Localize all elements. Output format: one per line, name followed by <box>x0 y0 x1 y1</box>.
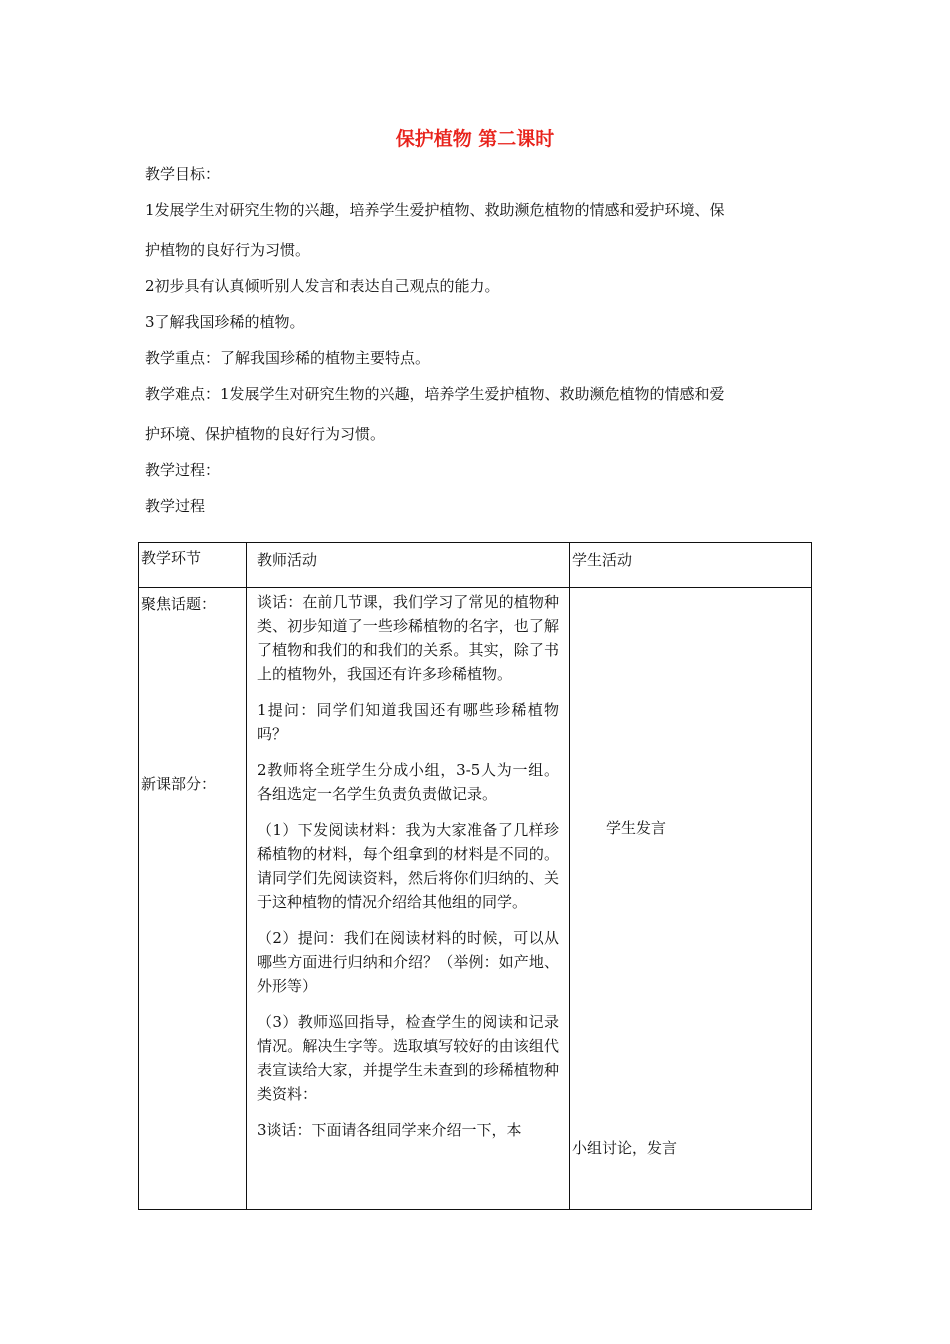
header-cell-stage <box>139 543 247 588</box>
student-activity-cell <box>570 588 812 1210</box>
goals-heading: 教学目标： <box>145 165 221 183</box>
teacher-paragraph: （1）下发阅读材料：我为大家准备了几样珍稀植物的材料，每个组拿到的材料是不同的。请同学们先阅读资料，然后将你们归纳的、关于这种植物的情况介绍给其他组的同学。 <box>257 821 559 911</box>
teacher-activity-cell <box>247 588 570 1210</box>
header-cell-teacher <box>247 543 570 588</box>
teacher-paragraph: 谈话：在前几节课，我们学习了常见的植物种类、初步知道了一些珍稀植物的名字，也了解了植物和我们的和我们的关系。其实，除了书上的植物外，我国还有许多珍稀植物。 <box>257 593 559 683</box>
stage-focus-label: 聚焦话题： <box>141 595 217 613</box>
stage-cell <box>139 588 247 1210</box>
difficulty-line-2: 护环境、保护植物的良好行为习惯。 <box>145 425 386 443</box>
teacher-paragraph: （3）教师巡回指导，检查学生的阅读和记录情况。解决生字等。选取填写较好的由该组代表宣读给大家，并提学生未查到的珍稀植物种类资料： <box>257 1013 559 1103</box>
teacher-paragraph: 1提问：同学们知道我国还有哪些珍稀植物吗？ <box>257 701 559 743</box>
goal-3: 3了解我国珍稀的植物。 <box>145 313 305 331</box>
teacher-paragraph: （2）提问：我们在阅读材料的时候，可以从哪些方面进行归纳和介绍？（举例：如产地、外形等） <box>257 929 559 995</box>
table-header-row <box>139 543 812 588</box>
goal-2: 2初步具有认真倾听别人发言和表达自己观点的能力。 <box>145 277 500 295</box>
process-heading-2: 教学过程 <box>145 497 206 515</box>
teacher-paragraph: 3谈话：下面请各组同学来介绍一下，本 <box>257 1121 522 1139</box>
student-activity-speak: 学生发言 <box>606 819 667 837</box>
document-title: 保护植物 第二课时 <box>395 128 555 150</box>
header-student: 学生活动 <box>572 551 633 569</box>
goal-1-line-1: 1发展学生对研究生物的兴趣，培养学生爱护植物、救助濒危植物的情感和爱护环境、保 <box>145 201 725 219</box>
key-point: 教学重点：了解我国珍稀的植物主要特点。 <box>145 349 431 367</box>
header-cell-student <box>570 543 812 588</box>
goal-1-line-2: 护植物的良好行为习惯。 <box>145 241 311 259</box>
header-stage: 教学环节 <box>141 549 202 567</box>
process-heading-1: 教学过程： <box>145 461 221 479</box>
difficulty-line-1: 教学难点：1发展学生对研究生物的兴趣，培养学生爱护植物、救助濒危植物的情感和爱 <box>145 385 725 403</box>
table-body-row <box>139 588 812 1210</box>
student-activity-discuss: 小组讨论，发言 <box>572 1139 678 1157</box>
teacher-paragraph: 2教师将全班学生分成小组，3-5人为一组。各组选定一名学生负责负责做记录。 <box>257 761 559 803</box>
header-teacher: 教师活动 <box>257 551 318 569</box>
lesson-table <box>138 542 812 1210</box>
stage-new-lesson-label: 新课部分： <box>141 775 217 793</box>
